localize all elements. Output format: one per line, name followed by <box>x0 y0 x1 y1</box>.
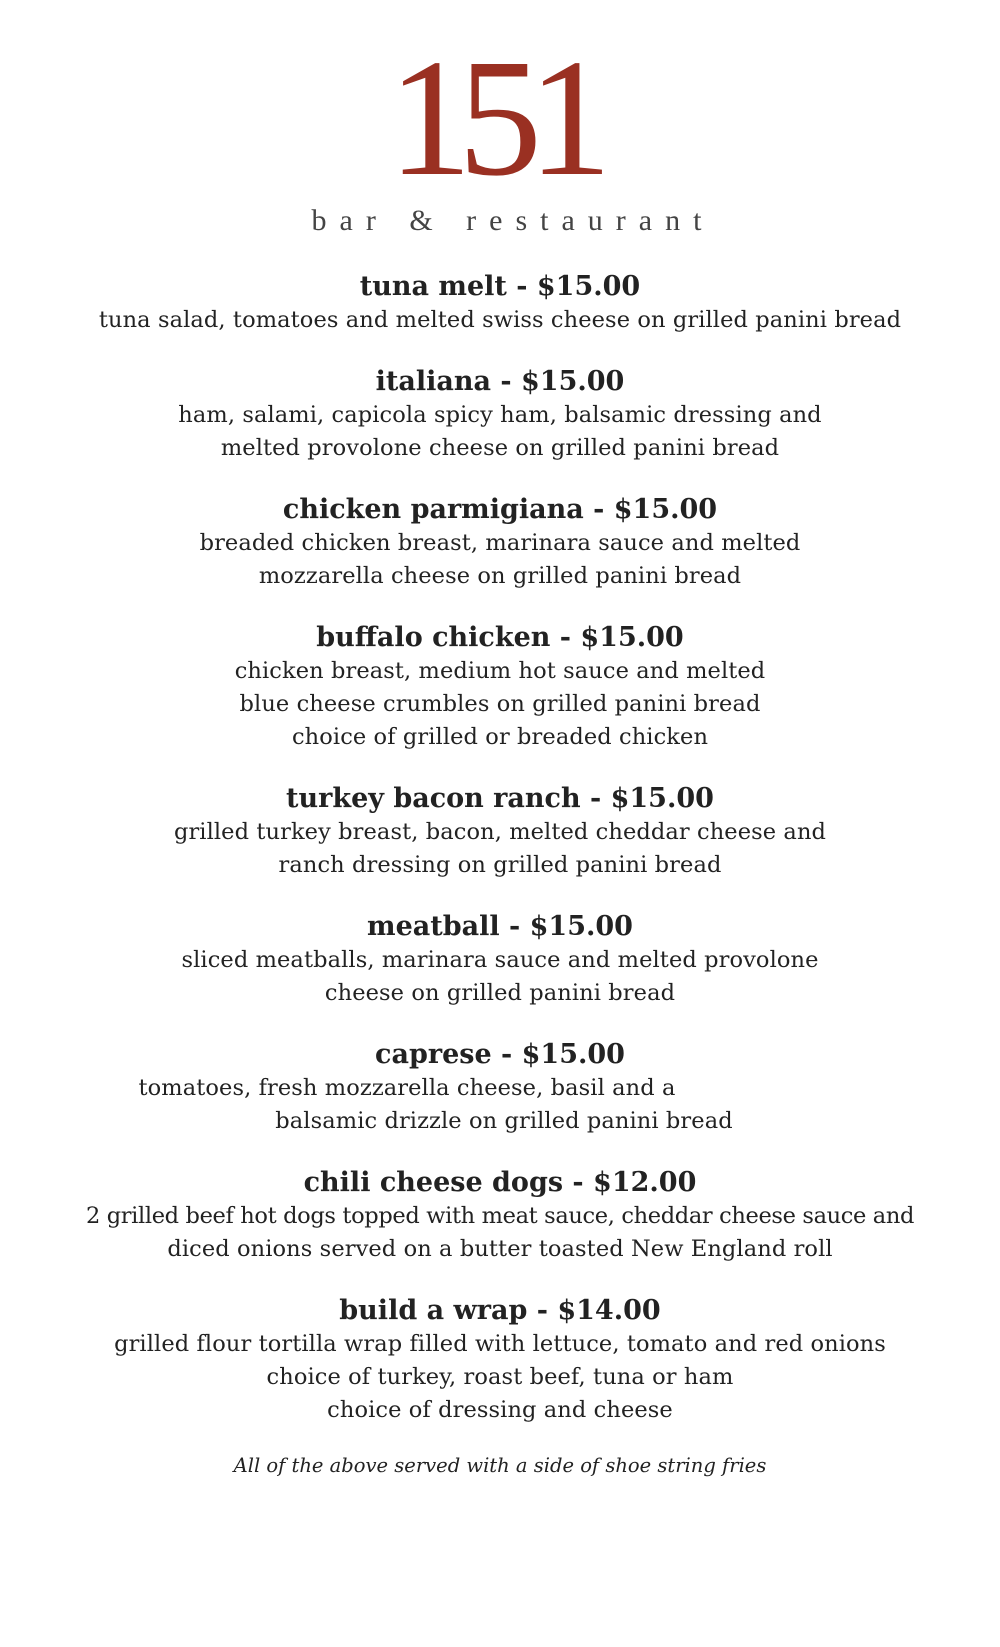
menu-item-description <box>0 944 1000 1010</box>
description-line: chicken breast, medium hot sauce and melted <box>234 658 766 684</box>
description-line: mozzarella cheese on grilled panini bread <box>258 563 742 589</box>
description-line: balsamic drizzle on grilled panini bread <box>275 1108 733 1134</box>
menu-item-chicken-parmigiana <box>0 493 1000 593</box>
description-line: ranch dressing on grilled panini bread <box>278 852 722 878</box>
menu-item-chili-cheese-dogs <box>0 1166 1000 1266</box>
description-line: diced onions served on a butter toasted New England roll <box>167 1236 833 1262</box>
logo-number: 151 <box>388 25 598 211</box>
menu-item-title: tuna melt - $15.00 <box>359 271 641 302</box>
menu-item-tuna-melt <box>0 270 1000 337</box>
description-line: tuna salad, tomatoes and melted swiss cheese on grilled panini bread <box>98 307 902 333</box>
menu-item-title: build a wrap - $14.00 <box>339 1295 661 1326</box>
menu-item-description <box>0 527 1000 593</box>
description-line: breaded chicken breast, marinara sauce and melted <box>199 530 801 556</box>
menu-item-caprese <box>0 1038 1000 1138</box>
menu-item-description <box>0 1072 1000 1138</box>
description-line: choice of grilled or breaded chicken <box>291 724 709 750</box>
menu-item-title: turkey bacon ranch - $15.00 <box>286 783 714 814</box>
description-line: cheese on grilled panini bread <box>324 980 676 1006</box>
restaurant-logo <box>0 25 1000 238</box>
description-line: blue cheese crumbles on grilled panini bread <box>239 691 761 717</box>
menu-item-description <box>0 304 1000 337</box>
description-line: choice of turkey, roast beef, tuna or ham <box>266 1364 734 1390</box>
menu-list <box>0 270 1000 1481</box>
menu-item-title: caprese - $15.00 <box>375 1039 625 1070</box>
footer-note: All of the above served with a side of shoe string fries <box>233 1454 767 1477</box>
description-line: 2 grilled beef hot dogs topped with meat sauce, cheddar cheese sauce and <box>85 1203 915 1229</box>
menu-item-italiana <box>0 365 1000 465</box>
description-line: choice of dressing and cheese <box>327 1397 673 1423</box>
menu-item-turkey-bacon-ranch <box>0 782 1000 882</box>
menu-item-title: buffalo chicken - $15.00 <box>316 622 684 653</box>
menu-item-buffalo-chicken <box>0 621 1000 754</box>
menu-item-description <box>0 1328 1000 1427</box>
description-line: sliced meatballs, marinara sauce and melted provolone <box>181 947 819 973</box>
menu-item-description <box>0 1200 1000 1266</box>
menu-item-description <box>0 399 1000 465</box>
menu-item-meatball <box>0 910 1000 1010</box>
menu-item-title: chili cheese dogs - $12.00 <box>303 1167 697 1198</box>
menu-item-title: chicken parmigiana - $15.00 <box>282 494 718 525</box>
description-line: grilled flour tortilla wrap filled with lettuce, tomato and red onions <box>114 1331 886 1357</box>
logo-subtitle: bar & restaurant <box>311 204 715 237</box>
description-line: ham, salami, capicola spicy ham, balsamic dressing and <box>178 402 822 428</box>
description-line: grilled turkey breast, bacon, melted cheddar cheese and <box>173 819 827 845</box>
description-line: melted provolone cheese on grilled panini bread <box>220 435 780 461</box>
menu-item-description <box>0 655 1000 754</box>
description-line: tomatoes, fresh mozzarella cheese, basil and a <box>138 1075 676 1101</box>
menu-item-description <box>0 816 1000 882</box>
menu-item-build-a-wrap <box>0 1294 1000 1427</box>
menu-item-title: meatball - $15.00 <box>367 911 633 942</box>
menu-item-title: italiana - $15.00 <box>375 366 625 397</box>
